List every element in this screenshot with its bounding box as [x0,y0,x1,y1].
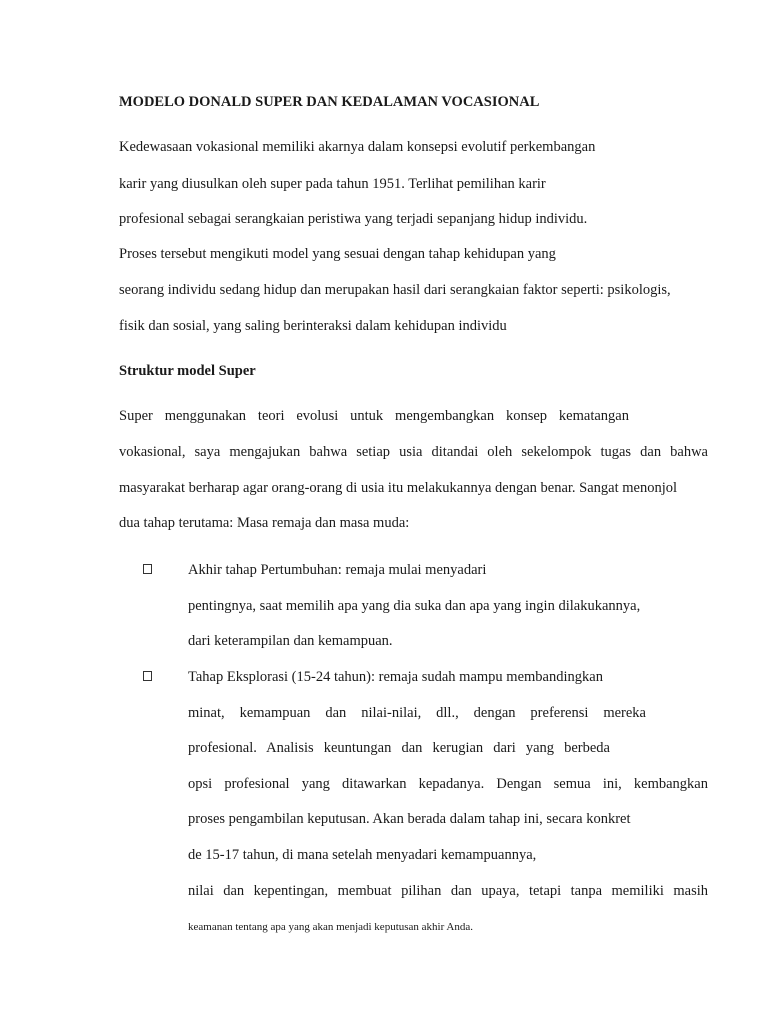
section-body-line-4: dua tahap terutama: Masa remaja dan masa muda: [119,515,410,531]
intro-line-1: Kedewasaan vokasional memiliki akarnya dalam konsepsi evolutif perkembangan [119,139,596,155]
bullet-2-line-5: proses pengambilan keputusan. Akan berada dalam tahap ini, secara konkret [188,811,631,827]
bullet-1-line-3: dari keterampilan dan kemampuan. [188,633,393,649]
bullet-2-line-4: opsi profesional yang ditawarkan kepadanya. Dengan semua ini, kembangkan [188,776,708,792]
bullet-2-line-2: minat, kemampuan dan nilai-nilai, dll., dengan preferensi mereka [188,705,646,721]
intro-line-6: fisik dan sosial, yang saling berinteraksi dalam kehidupan individu [119,318,507,334]
bullet-1-line-2: pentingnya, saat memilih apa yang dia suka dan apa yang ingin dilakukannya, [188,598,641,614]
section-body-line-3: masyarakat berharap agar orang-orang di usia itu melakukannya dengan benar. Sangat menonjol [119,480,678,496]
bullet-2-line-1: Tahap Eksplorasi (15-24 tahun): remaja sudah mampu membandingkan [188,669,603,685]
bullet-2-line-8: keamanan tentang apa yang akan menjadi keputusan akhir Anda. [188,921,473,933]
intro-line-2: karir yang diusulkan oleh super pada tahun 1951. Terlihat pemilihan karir [119,176,546,192]
intro-line-4: Proses tersebut mengikuti model yang sesuai dengan tahap kehidupan yang [119,246,556,262]
bullet-2-line-3: profesional. Analisis keuntungan dan kerugian dari yang berbeda [188,740,610,756]
intro-line-3: profesional sebagai serangkaian peristiwa yang terjadi sepanjang hidup individu. [119,211,588,227]
section-body-line-1: Super menggunakan teori evolusi untuk mengembangkan konsep kematangan [119,408,629,424]
bullet-box-icon [143,671,152,681]
section-body-line-2: vokasional, saya mengajukan bahwa setiap usia ditandai oleh sekelompok tugas dan bahwa [119,444,708,460]
bullet-2-line-6: de 15-17 tahun, di mana setelah menyadari kemampuannya, [188,847,537,863]
bullet-2-line-7: nilai dan kepentingan, membuat pilihan dan upaya, tetapi tanpa memiliki masih [188,883,708,899]
bullet-1-line-1: Akhir tahap Pertumbuhan: remaja mulai menyadari [188,562,487,578]
section-heading: Struktur model Super [119,363,256,379]
document-title: MODELO DONALD SUPER DAN KEDALAMAN VOCASIONAL [119,94,540,110]
bullet-box-icon [143,564,152,574]
intro-line-5: seorang individu sedang hidup dan merupakan hasil dari serangkaian faktor seperti: psikologis, [119,282,671,298]
